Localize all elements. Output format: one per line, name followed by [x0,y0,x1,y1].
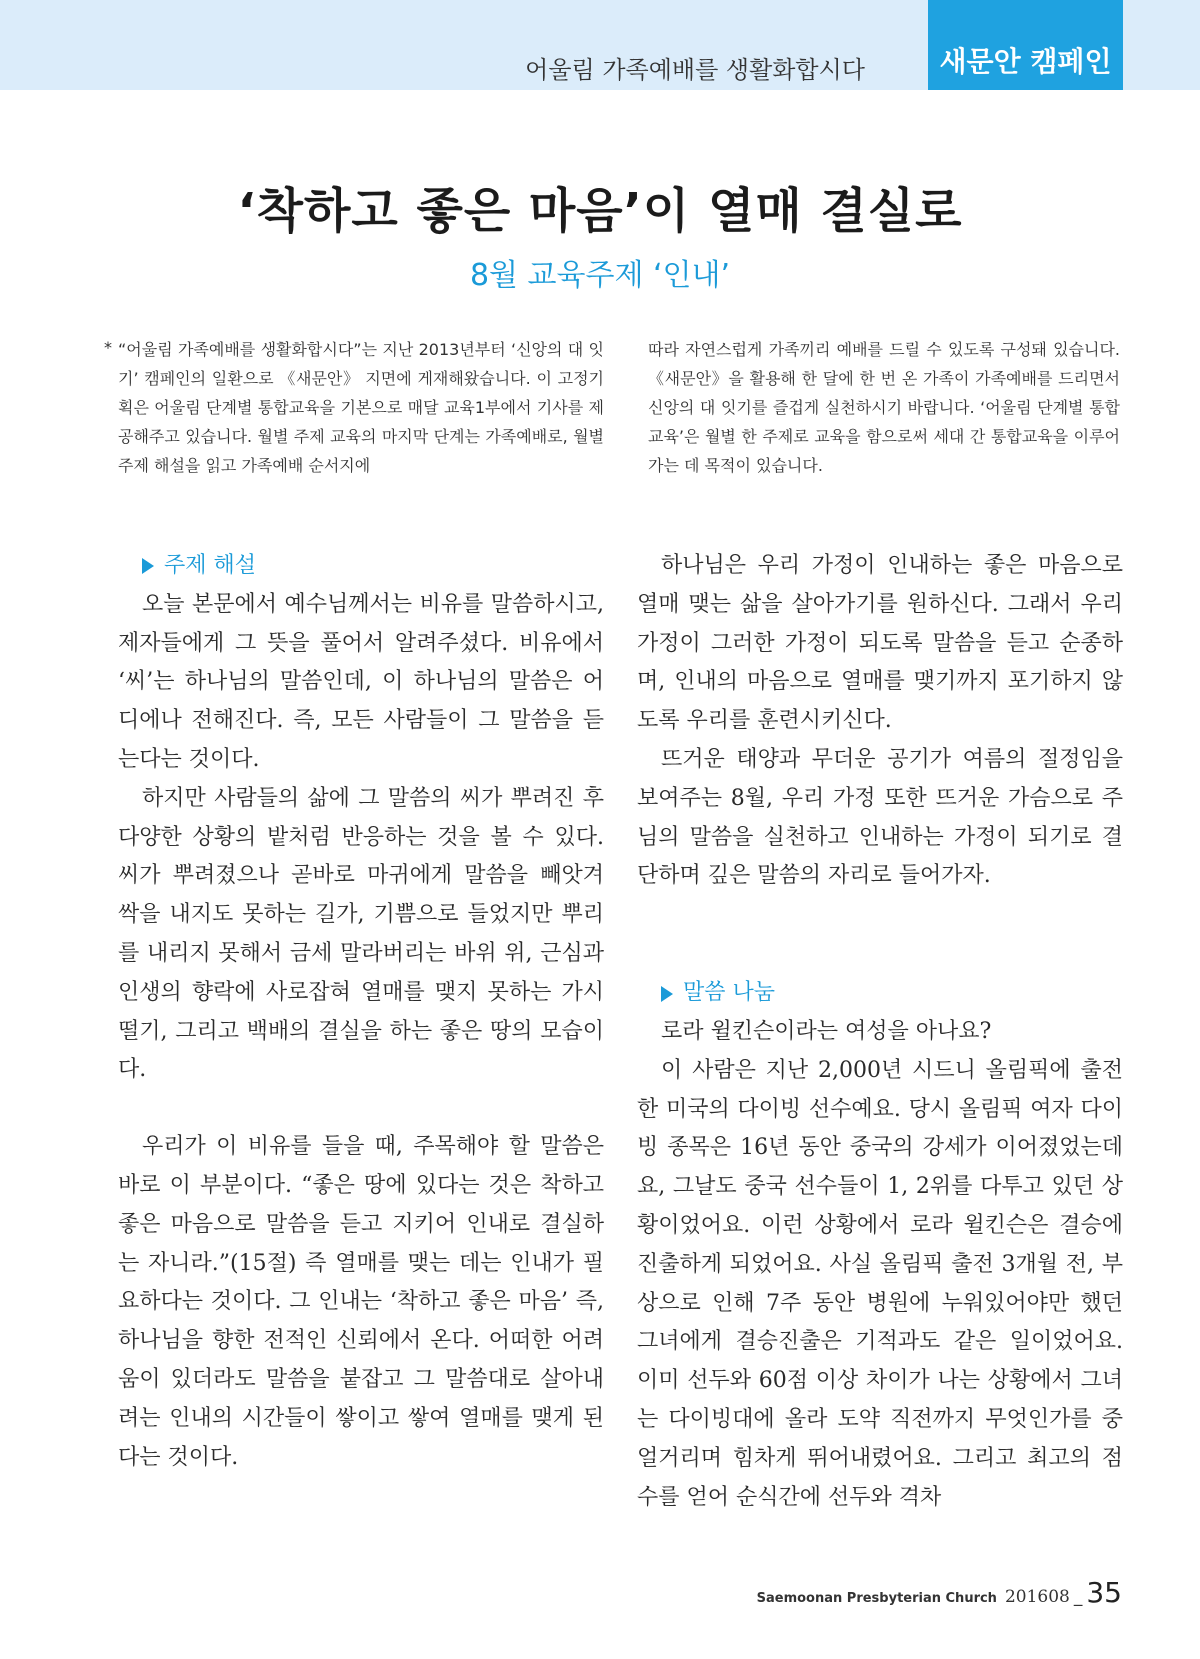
triangle-bullet-icon [661,986,673,1002]
section-heading-theme [118,547,604,586]
intro-text-right: 따라 자연스럽게 가족끼리 예배를 드릴 수 있도록 구성돼 있습니다. 《새문안》을 활용해 한 달에 한 번 온 가족이 가족예배를 드리면서 신앙의 대 잇기를 즐겁게 실천하시기 바랍니다. ‘어울림 단계별 통합교육’은 월별 한 주제로 교육을 함으로써 세대 간 통합교육을 이루어가는 데 목적이 있습니다. [648,340,1120,475]
footer-dash: _ [1073,1587,1083,1607]
intro-note-left [104,335,604,480]
body-paragraph: 하나님은 우리 가정이 인내하는 좋은 마음으로 열매 맺는 삶을 살아가기를 원하신다. 그래서 우리 가정이 그러한 가정이 되도록 말씀을 듣고 순종하며, 인내의 마음으로 열매를 맺기까지 포기하지 않도록 우리를 훈련시키신다. [637,553,1123,734]
body-paragraph: 로라 윌킨슨이라는 여성을 아나요? [661,1018,992,1044]
article-title: ‘착하고 좋은 마음’이 열매 결실로 [237,183,963,239]
section-heading-label: 주제 해설 [164,553,257,578]
body-column-right [637,547,1123,1517]
page-number: 35 [1086,1576,1122,1609]
footnote-marker: * [104,338,112,357]
body-paragraph: 뜨거운 태양과 무더운 공기가 여름의 절정임을 보여주는 8월, 우리 가정 또한 뜨거운 가슴으로 주님의 말씀을 실천하고 인내하는 가정이 되기로 결단하며 깊은 말씀의 자리로 들어가자. [637,746,1123,889]
section-heading-label: 말씀 나눔 [683,980,776,1006]
campaign-tab: 새문안 캠페인 [928,0,1123,90]
article-subtitle: 8월 교육주제 ‘인내’ [469,258,731,293]
body-paragraph: 하지만 사람들의 삶에 그 말씀의 씨가 뿌려진 후 다양한 상황의 밭처럼 반응하는 것을 볼 수 있다. 씨가 뿌려졌으나 곧바로 마귀에게 말씀을 빼앗겨 싹을 내지도 못하는 길가, 기쁨으로 들었지만 뿌리를 내리지 못해서 금세 말라버리는 바위 위, 근심과 인생의 향락에 사로잡혀 열매를 맺지 못하는 가시떨기, 그리고 백배의 결실을 하는 좋은 땅의 모습이다. [118,785,604,1083]
intro-text-left: “어울림 가족예배를 생활화합시다”는 지난 2013년부터 ‘신앙의 대 잇기’ 캠페인의 일환으로 《새문안》 지면에 게재해왔습니다. 이 고정기획은 어울림 단계별 통합교육을 기본으로 매달 교육1부에서 기사를 제공해주고 있습니다. 월별 주제 교육의 마지막 단계는 가족예배로, 월별 주제 해설을 읽고 가족예배 순서지에 [118,340,604,475]
series-title: 어울림 가족예배를 생활화합시다 [525,56,865,84]
intro-note-right [648,335,1120,480]
body-paragraph: 이 사람은 지난 2,000년 시드니 올림픽에 출전한 미국의 다이빙 선수예요. 당시 올림픽 여자 다이빙 종목은 16년 동안 중국의 강세가 이어졌었는데요, 그날도 중국 선수들이 1, 2위를 다투고 있던 상황이었어요. 이런 상황에서 로라 윌킨슨은 결승에 진출하게 되었어요. 사실 올림픽 출전 3개월 전, 부상으로 인해 7주 동안 병원에 누워있어야만 했던 그녀에게 결승진출은 기적과도 같은 일이었어요. 이미 선두와 60점 이상 차이가 나는 상황에서 그녀는 다이빙대에 올라 도약 직전까지 무엇인가를 중얼거리며 힘차게 뛰어내렸어요. 그리고 최고의 점수를 얻어 순식간에 선두와 격차 [637,1057,1123,1510]
body-paragraph: 우리가 이 비유를 들을 때, 주목해야 할 말씀은 바로 이 부분이다. “좋은 땅에 있다는 것은 착하고 좋은 마음으로 말씀을 듣고 지키어 인내로 결실하는 자니라.”(15절) 즉 열매를 맺는 데는 인내가 필요하다는 것이다. 그 인내는 ‘착하고 좋은 마음’ 즉, 하나님을 향한 전적인 신뢰에서 온다. 어떠한 어려움이 있더라도 말씀을 붙잡고 그 말씀대로 살아내려는 인내의 시간들이 쌓이고 쌓여 열매를 맺게 된다는 것이다. [118,1134,604,1470]
footer-issue: 201608 [1004,1587,1070,1607]
body-column-left [118,547,604,1477]
page-footer [757,1576,1122,1609]
footer-church-name: Saemoonan Presbyterian Church [756,1591,997,1606]
section-heading-share [637,974,1123,1013]
triangle-bullet-icon [142,558,154,574]
body-paragraph: 오늘 본문에서 예수님께서는 비유를 말씀하시고, 제자들에게 그 뜻을 풀어서 알려주셨다. 비유에서 ‘씨’는 하나님의 말씀인데, 이 하나님의 말씀은 어디에나 전해진다. 즉, 모든 사람들이 그 말씀을 듣는다는 것이다. [118,591,604,772]
